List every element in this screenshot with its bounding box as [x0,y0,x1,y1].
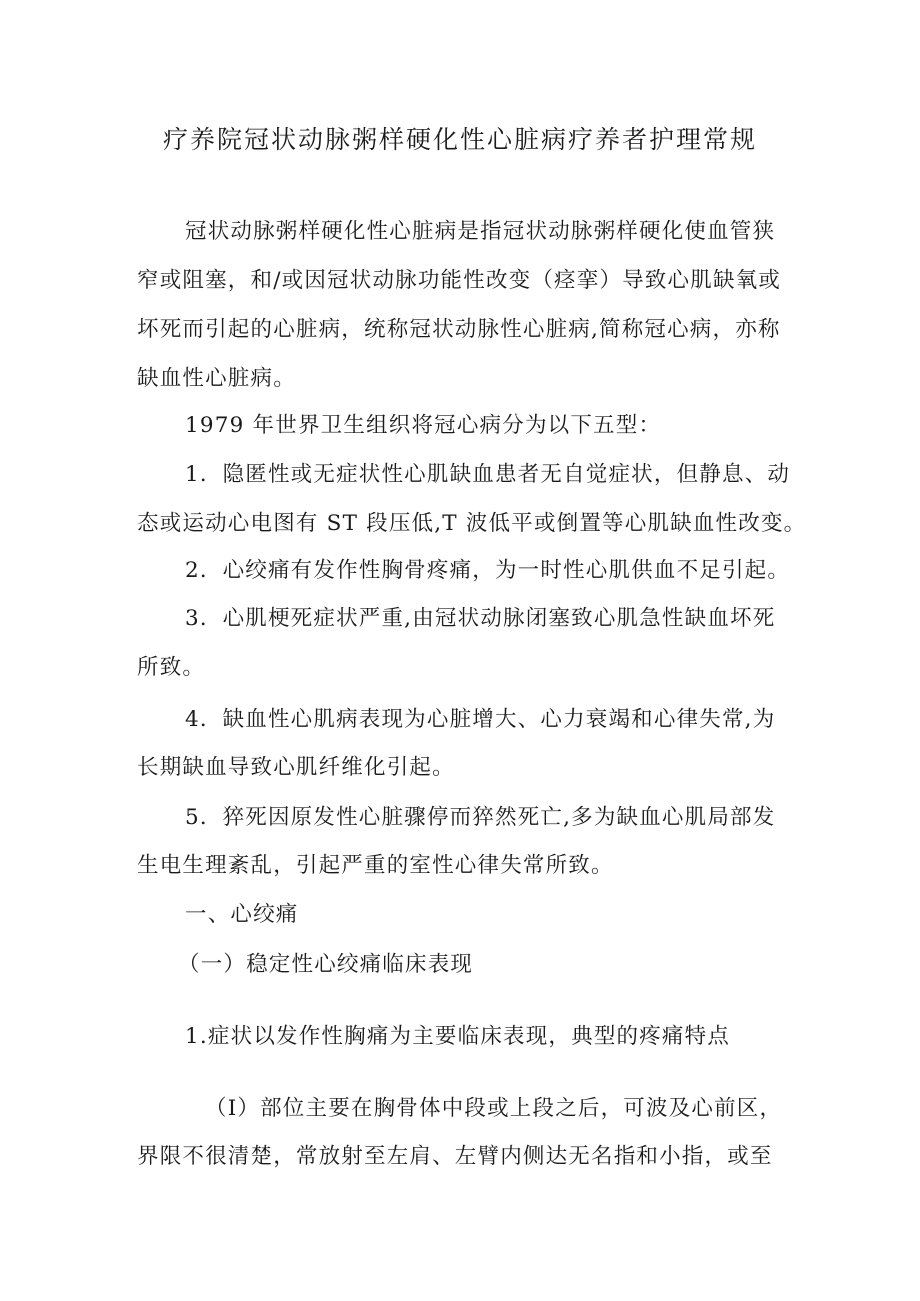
list-item-line: 态或运动心电图有 ST 段压低,T 波低平或倒置等心肌缺血性改变。 [137,511,807,536]
list-item-line: 4．缺血性心肌病表现为心脏增大、心力衰竭和心律失常,为 [185,707,776,732]
paragraph-line: 界限不很清楚，常放射至左肩、左臂内侧达无名指和小指，或至 [137,1144,773,1169]
section-heading: 一、心绞痛 [185,902,299,927]
paragraph-line: 冠状动脉粥样硬化性心脏病是指冠状动脉粥样硬化使血管狭 [185,219,776,244]
list-item-line: 5．猝死因原发性心脏骤停而猝然死亡,多为缺血心肌局部发 [185,805,776,830]
point-heading: 1.症状以发作性胸痛为主要临床表现，典型的疼痛特点 [185,1024,731,1049]
list-item-line: 生电生理紊乱，引起严重的室性心律失常所致。 [137,853,614,878]
paragraph-line: （I）部位主要在胸骨体中段或上段之后，可波及心前区， [205,1096,783,1121]
paragraph-line: 1979 年世界卫生组织将冠心病分为以下五型： [185,413,662,438]
document-title: 疗养院冠状动脉粥样硬化性心脏病疗养者护理常规 [162,125,757,154]
list-item-line: 3．心肌梗死症状严重,由冠状动脉闭塞致心肌急性缺血坏死 [185,606,776,631]
paragraph-line: 窄或阻塞，和/或因冠状动脉功能性改变（痉挛）导致心肌缺氧或 [137,268,782,293]
paragraph-line: 缺血性心脏病。 [137,366,296,391]
list-item-line: 长期缺血导致心肌纤维化引起。 [137,755,455,780]
paragraph-line: 坏死而引起的心脏病，统称冠状动脉性心脏病,简称冠心病，亦称 [137,317,781,342]
subsection-heading: （一）稳定性心绞痛临床表现 [178,952,474,977]
list-item-line: 2．心绞痛有发作性胸骨疼痛，为一时性心肌供血不足引起。 [185,558,791,583]
list-item-line: 1．隐匿性或无症状性心肌缺血患者无自觉症状，但静息、动 [185,462,791,487]
list-item-line: 所致。 [137,655,206,680]
